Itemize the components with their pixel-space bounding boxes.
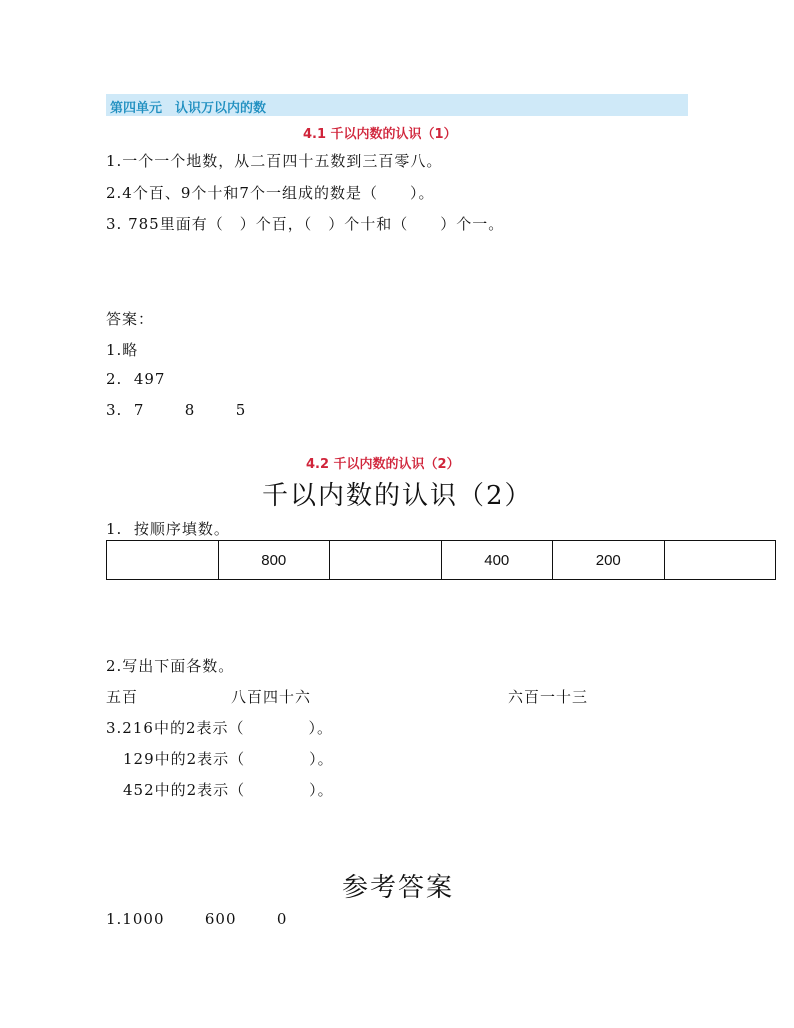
section2-question-1: 1. 按顺序填数。	[106, 520, 230, 538]
section1-question-1: 1.一个一个地数，从二百四十五数到三百零八。	[106, 152, 443, 170]
section1-question-3: 3. 785里面有（ ）个百，（ ）个十和（ ）个一。	[106, 215, 505, 233]
sequence-cell: 800	[218, 541, 330, 580]
sequence-cell[interactable]	[330, 541, 442, 580]
section2-question-2: 2.写出下面各数。	[106, 657, 235, 675]
q2-item-1: 五百	[106, 688, 139, 706]
answer-3: 3. 7 8 5	[106, 401, 247, 419]
sequence-table	[106, 540, 776, 580]
reference-title: 参考答案	[342, 873, 455, 903]
unit-title: 第四单元 认识万以内的数	[110, 101, 267, 116]
section1-title: 4.1 千以内数的认识（1）	[303, 127, 457, 142]
q2-item-3: 六百一十三	[508, 688, 589, 706]
sequence-cell[interactable]	[664, 541, 776, 580]
section1-question-2: 2.4个百、9个十和7个一组成的数是（ ）。	[106, 184, 435, 202]
answer-2: 2. 497	[106, 370, 166, 388]
sequence-cell[interactable]	[107, 541, 219, 580]
q3-line-3: 452中的2表示（ ）。	[123, 781, 334, 799]
q3-line-1: 3.216中的2表示（ ）。	[106, 719, 333, 737]
sequence-cell: 400	[441, 541, 553, 580]
answers-label: 答案：	[106, 310, 155, 328]
q3-line-2: 129中的2表示（ ）。	[123, 750, 334, 768]
answer-1: 1.略	[106, 341, 139, 359]
sequence-cell: 200	[553, 541, 665, 580]
section2-subtitle: 4.2 千以内数的认识（2）	[306, 457, 460, 472]
reference-line-1: 1.1000 600 0	[106, 910, 288, 928]
section2-title: 千以内数的认识（2）	[262, 481, 533, 511]
q2-item-2: 八百四十六	[231, 688, 312, 706]
